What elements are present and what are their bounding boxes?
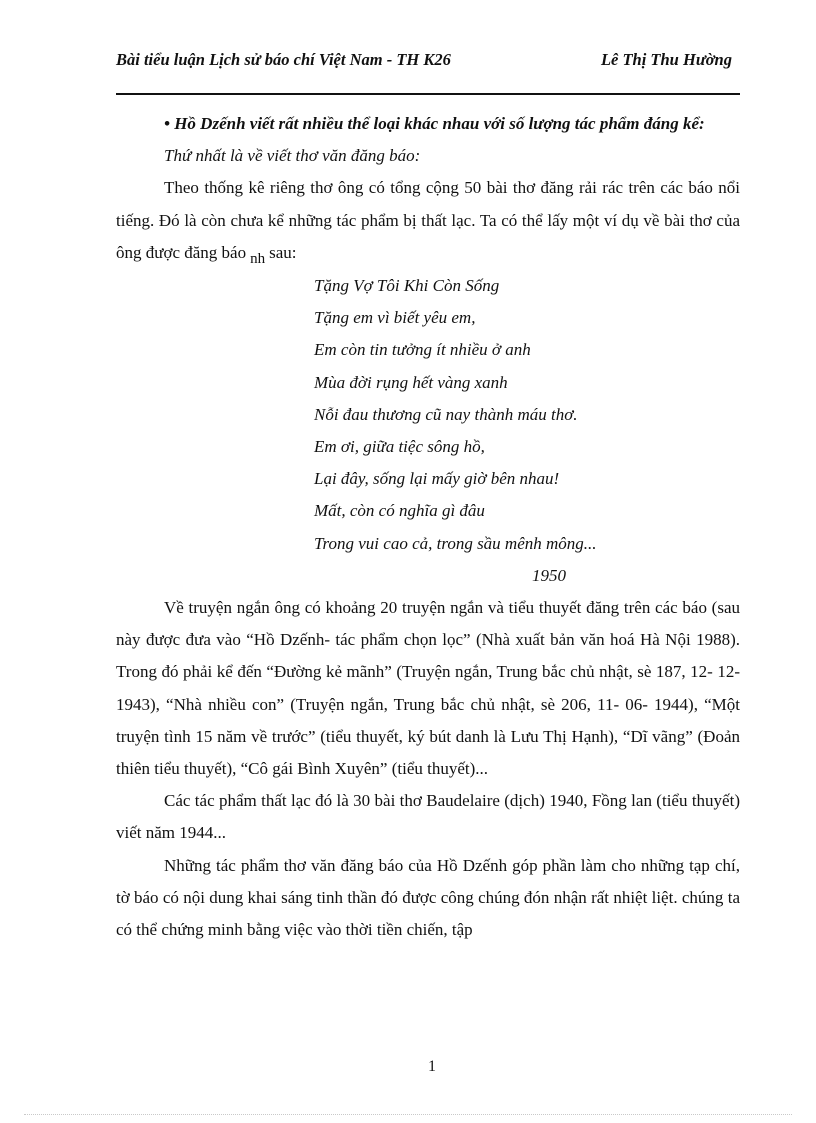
paragraph-poetry-count bbox=[116, 172, 740, 270]
stray-text: nh bbox=[250, 250, 266, 267]
poem-line: Nỗi đau thương cũ nay thành máu thơ. bbox=[314, 404, 578, 424]
page-number: 1 bbox=[428, 1058, 436, 1075]
bullet-heading: • Hồ Dzếnh viết rất nhiều thể loại khác nhau với số lượng tác phẩm đáng kể: bbox=[164, 114, 705, 133]
paragraph-contribution: Những tác phẩm thơ văn đăng báo của Hồ Dzếnh góp phần làm cho những tạp chí, tờ báo có nội dung khai sáng tinh thần đó được công chúng đón nhận rất nhiệt liệt. chúng ta có thể chứng minh bằng việc vào thời tiền chiến, tập bbox=[116, 855, 740, 940]
poem-line: Tặng em vì biết yêu em, bbox=[314, 308, 476, 328]
page-boundary bbox=[24, 1114, 792, 1115]
poem-title: Tặng Vợ Tôi Khi Còn Sống bbox=[314, 276, 500, 296]
header-author: Lê Thị Thu Hường bbox=[600, 50, 732, 69]
poem-block bbox=[314, 270, 740, 592]
poem-line: Trong vui cao cả, trong sầu mênh mông... bbox=[314, 533, 597, 553]
paragraph-text-end: sau: bbox=[269, 242, 297, 262]
header-course-title: Bài tiểu luận Lịch sử báo chí Việt Nam - TH K26 bbox=[116, 50, 451, 69]
subheading-poetry: Thứ nhất là về viết thơ văn đăng báo: bbox=[164, 146, 421, 166]
document-body bbox=[116, 108, 740, 946]
poem-line: Em còn tin tưởng ít nhiều ở anh bbox=[314, 340, 531, 360]
header-divider bbox=[116, 93, 740, 95]
paragraph-text: Theo thống kê riêng thơ ông có tổng cộng 50 bài thơ đăng rải rác trên các báo nổi tiếng. Đó là còn chưa kể những tác phẩm bị thất lạc. Ta có thể lấy một ví dụ về bài thơ của ông được đăng báo bbox=[116, 178, 740, 262]
paragraph-short-stories: Về truyện ngắn ông có khoảng 20 truyện ngắn và tiểu thuyết đăng trên các báo (sau này được đưa vào “Hồ Dzếnh- tác phẩm chọn lọc” (Nhà xuất bản văn hoá Hà Nội 1988). Trong đó phải kể đến “Đường kẻ mãnh” (Truyện ngắn, Trung bắc chủ nhật, sè 187, 12- 12- 1943), “Nhà nhiều con” (Truyện ngắn, Trung bắc chủ nhật, sè 206, 11- 06- 1944), “Một truyện tình 15 năm về trước” (tiểu thuyết, ký bút danh là Lưu Thị Hạnh), “Dĩ vãng” (Đoản thiên tiểu thuyết), “Cô gái Bình Xuyên” (tiểu thuyết)... bbox=[116, 598, 740, 779]
poem-line: Mùa đời rụng hết vàng xanh bbox=[314, 372, 508, 392]
poem-year: 1950 bbox=[532, 565, 566, 585]
poem-line: Em ơi, giữa tiệc sông hồ, bbox=[314, 437, 485, 457]
poem-line: Mất, còn có nghĩa gì đâu bbox=[314, 501, 485, 521]
paragraph-lost-works: Các tác phẩm thất lạc đó là 30 bài thơ Baudelaire (dịch) 1940, Fồng lan (tiểu thuyết) viết năm 1944... bbox=[116, 791, 740, 843]
poem-line: Lại đây, sống lại mấy giờ bên nhau! bbox=[314, 469, 560, 489]
